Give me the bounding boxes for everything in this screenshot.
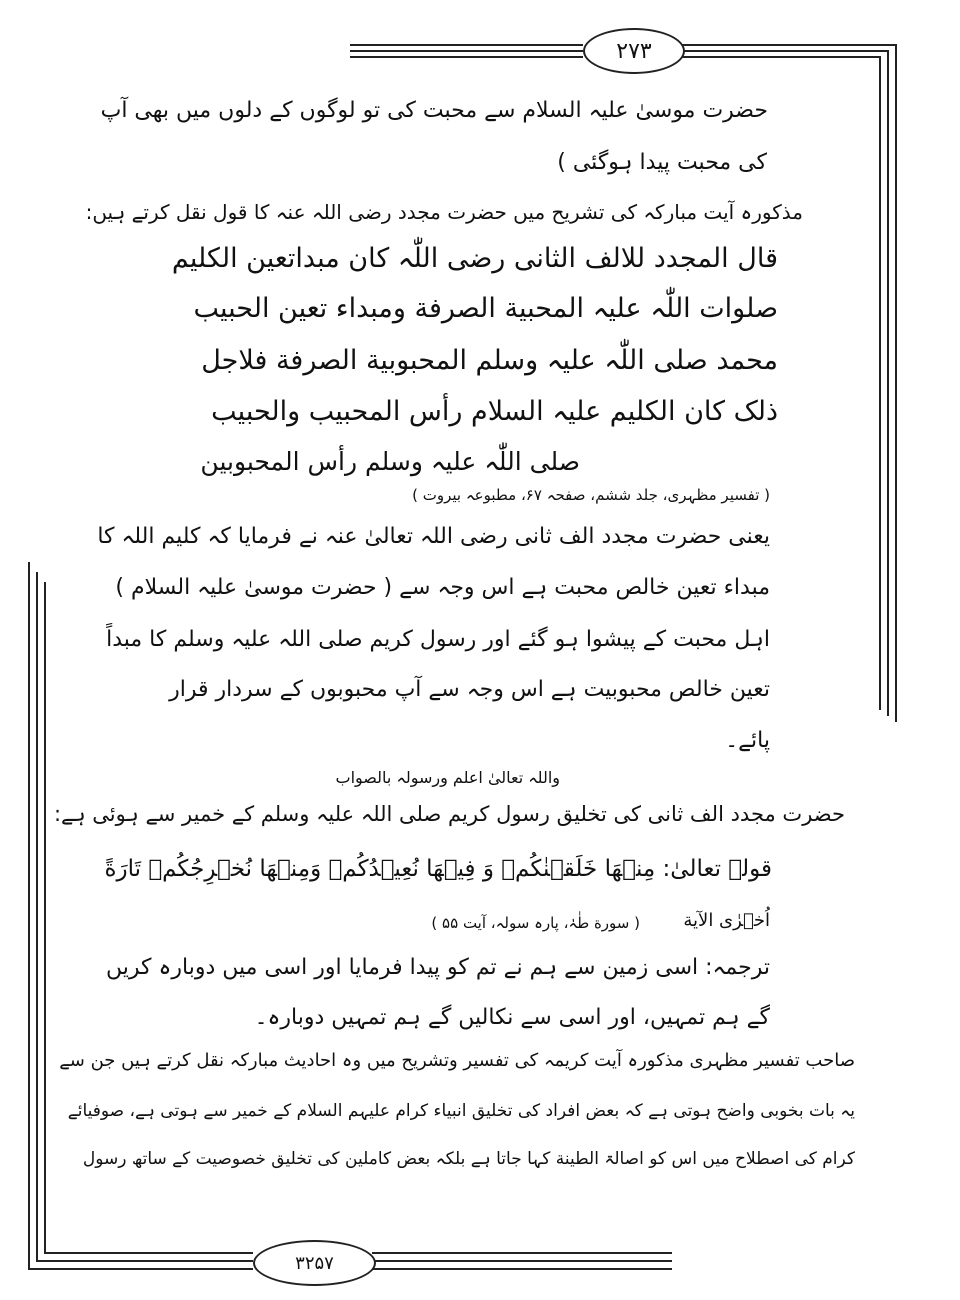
top-border-line-2 xyxy=(350,50,583,52)
top-page-number xyxy=(583,28,685,74)
arabic-line-4: ذلک کان الکلیم علیہ السلام رأس المحبیب والحبیب xyxy=(211,396,778,427)
text-line-u2: مبداء تعین خالص محبت ہے اس وجہ سے ( حضرت موسیٰ علیہ السلام ) xyxy=(115,575,770,600)
bottom-right-line-1 xyxy=(372,1268,672,1270)
paragraph-line-2: یہ بات بخوبی واضح ہوتی ہے کہ بعض افراد کی تخلیق انبیاء کرام علیہم السلام کے خمیر سے ہوتی ہے، صوفیائے xyxy=(67,1101,855,1121)
text-line-2: کی محبت پیدا ہوگئی ) xyxy=(557,150,767,175)
bottom-page-number xyxy=(253,1240,376,1286)
arabic-line-3: محمد صلی اللّٰہ علیہ وسلم المحبوبیة الصرفة فلاجل xyxy=(201,345,778,376)
text-line-3: مذکورہ آیت مبارکہ کی تشریح میں حضرت مجدد رضی اللہ عنہ کا قول نقل کرتے ہیں: xyxy=(85,200,803,224)
left-border-line-3 xyxy=(44,582,46,1254)
bottom-right-line-2 xyxy=(372,1260,672,1262)
text-line-u5: پائے۔ xyxy=(725,728,770,753)
arabic-line-5: صلی اللّٰہ علیہ وسلم رأس المحبوبین xyxy=(200,447,580,476)
arabic-line-2: صلوات اللّٰہ علیہ المحبیة الصرفة ومبداء تعین الحبیب xyxy=(193,293,778,324)
surah-reference: ( سورة طٰہٰ، پارہ سولہ، آیت ۵۵ ) xyxy=(431,914,640,932)
text-line-1: حضرت موسیٰ علیہ السلام سے محبت کی تو لوگوں کے دلوں میں بھی آپ xyxy=(100,98,768,123)
quran-verse-line-1: قولہ تعالیٰ: مِنۡهَا خَلَقۡنٰكُمۡ وَ فِيۡهَا نُعِيۡدُكُمۡ وَمِنۡهَا نُخۡرِجُكُمۡ تَارَةً xyxy=(104,856,772,882)
left-border-line-1 xyxy=(28,562,30,1270)
top-page-number-text: ۲۷۳ xyxy=(616,38,652,64)
translation-line-1: ترجمہ: اسی زمین سے ہم نے تم کو پیدا فرمایا اور اسی میں دوبارہ کریں xyxy=(106,955,770,980)
arabic-line-1: قال المجدد للالف الثانی رضی اللّٰہ کان مبداتعین الکلیم xyxy=(171,243,778,274)
reference-tafsir-mazhari: ( تفسیر مظہری، جلد ششم، صفحہ ۶۷، مطبوعہ بیروت ) xyxy=(412,486,770,504)
paragraph-line-1: صاحب تفسیر مظہری مذکورہ آیت کریمہ کی تفسیر وتشریح میں وہ احادیث مبارکہ نقل کرتے ہیں جن سے xyxy=(59,1050,855,1071)
top-border-line-1 xyxy=(350,44,583,46)
wallahu-alam-line: واللہ تعالیٰ اعلم ورسولہ بالصواب xyxy=(335,768,560,787)
top-right-line-3 xyxy=(681,56,881,58)
bottom-border-line-3 xyxy=(44,1252,253,1254)
bottom-right-line-3 xyxy=(372,1252,672,1254)
text-line-u4: تعین خالص محبوبیت ہے اس وجہ سے آپ محبوبوں کے سردار قرار xyxy=(169,677,770,702)
top-right-line-2 xyxy=(681,50,889,52)
heading-takhleeq: حضرت مجدد الف ثانی کی تخلیق رسول کریم صلی اللہ علیہ وسلم کے خمیر سے ہوئی ہے: xyxy=(53,802,845,826)
bottom-border-line-1 xyxy=(28,1268,253,1270)
top-border-line-3 xyxy=(350,56,583,58)
text-line-u1: یعنی حضرت مجدد الف ثانی رضی اللہ تعالیٰ عنہ نے فرمایا کہ کلیم اللہ کا xyxy=(97,524,770,549)
right-border-line-2 xyxy=(887,50,889,716)
top-right-line-1 xyxy=(681,44,897,46)
right-border-line-1 xyxy=(895,44,897,722)
text-line-u3: اہل محبت کے پیشوا ہو گئے اور رسول کریم صلی اللہ علیہ وسلم کا مبداً xyxy=(106,627,770,652)
quran-verse-line-2: اُخۡرٰی الآیة xyxy=(683,910,770,931)
paragraph-line-3: کرام کی اصطلاح میں اس کو اصالۃ الطینة کہا جاتا ہے بلکہ بعض کاملین کی تخلیق خصوصیت کے ساتھ رسول xyxy=(82,1149,855,1169)
left-border-line-2 xyxy=(36,572,38,1262)
translation-line-2: گے ہم تمہیں، اور اسی سے نکالیں گے ہم تمہیں دوبارہ۔ xyxy=(254,1005,770,1030)
bottom-page-number-text: ۳۲۵۷ xyxy=(295,1252,334,1274)
bottom-border-line-2 xyxy=(36,1260,253,1262)
right-border-line-3 xyxy=(879,56,881,710)
